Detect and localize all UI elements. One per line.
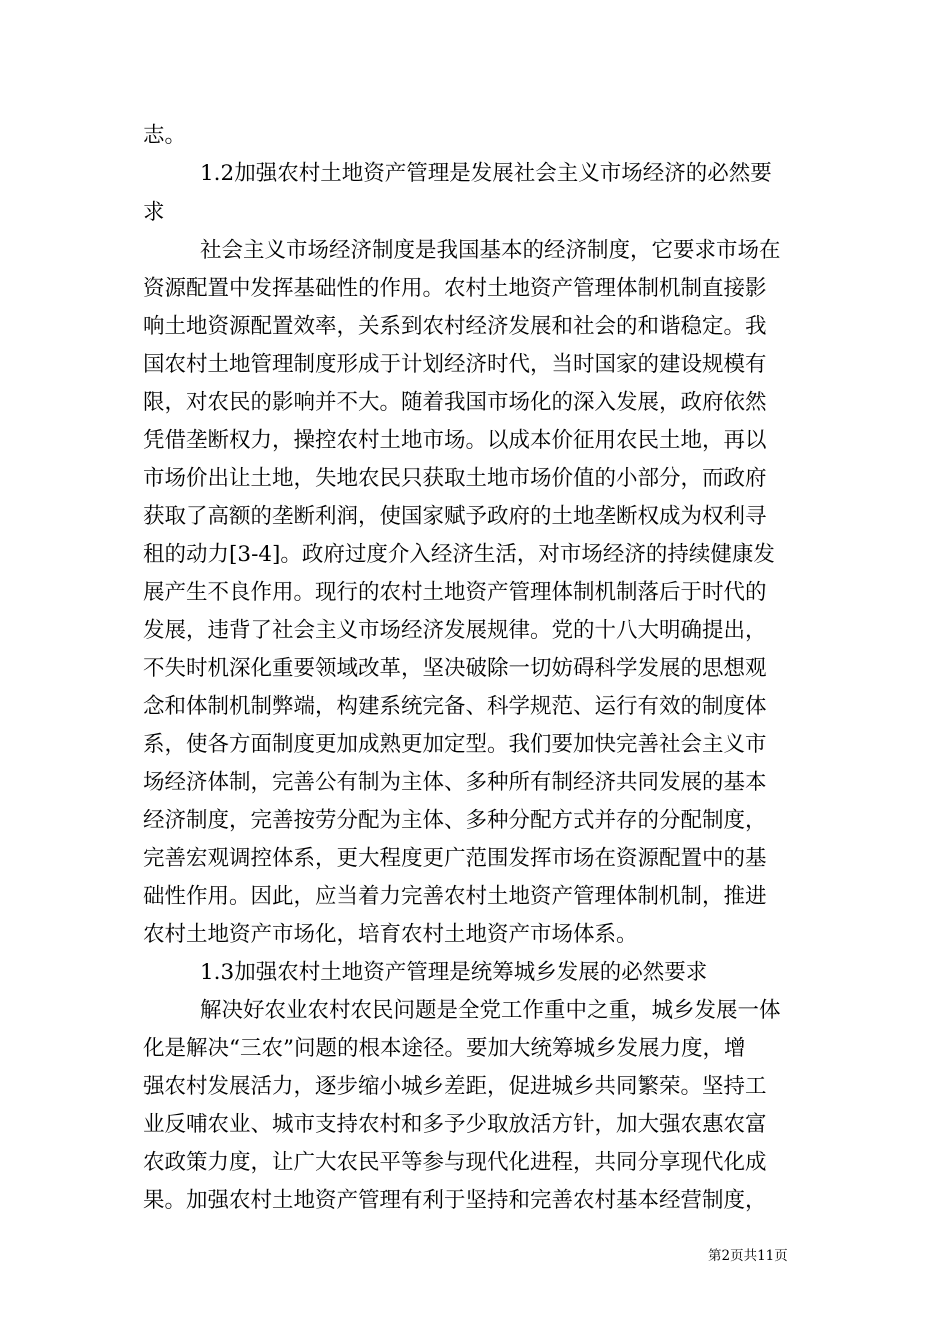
text-line: 市场价出让土地，失地农民只获取土地市场价值的小部分，而政府 <box>143 466 767 491</box>
text-line: 获取了高额的垄断利润，使国家赋予政府的土地垄断权成为权利寻 <box>143 504 767 529</box>
text-line: 强农村发展活力，逐步缩小城乡差距，促进城乡共同繁荣。坚持工 <box>143 1074 767 1099</box>
text-line: 发展，违背了社会主义市场经济发展规律。党的十八大明确提出， <box>143 618 767 643</box>
section-heading-1-2-cont: 求 <box>143 200 165 225</box>
text-line: 完善宏观调控体系，更大程度更广范围发挥市场在资源配置中的基 <box>143 846 767 871</box>
text-line: 场经济体制，完善公有制为主体、多种所有制经济共同发展的基本 <box>143 770 767 795</box>
text-line: 果。加强农村土地资产管理有利于坚持和完善农村基本经营制度， <box>143 1188 767 1213</box>
text-line: 国农村土地管理制度形成于计划经济时代，当时国家的建设规模有 <box>143 352 767 377</box>
text-line: 化是解决“三农”问题的根本途径。要加大统筹城乡发展力度，增 <box>143 1036 746 1061</box>
text-line: 社会主义市场经济制度是我国基本的经济制度，它要求市场在 <box>200 238 781 263</box>
text-line: 租的动力[3-4]。政府过度介入经济生活，对市场经济的持续健康发 <box>143 542 775 567</box>
text-line: 农村土地资产市场化，培育农村土地资产市场体系。 <box>143 922 638 947</box>
text-line: 资源配置中发挥基础性的作用。农村土地资产管理体制机制直接影 <box>143 276 767 301</box>
section-heading-1-3: 1.3加强农村土地资产管理是统筹城乡发展的必然要求 <box>200 960 708 985</box>
text-line: 解决好农业农村农民问题是全党工作重中之重，城乡发展一体 <box>200 998 781 1023</box>
text-line: 农政策力度，让广大农民平等参与现代化进程，共同分享现代化成 <box>143 1150 767 1175</box>
text-line: 系，使各方面制度更加成熟更加定型。我们要加快完善社会主义市 <box>143 732 767 757</box>
text-line: 凭借垄断权力，操控农村土地市场。以成本价征用农民土地，再以 <box>143 428 767 453</box>
text-line: 展产生不良作用。现行的农村土地资产管理体制机制落后于时代的 <box>143 580 767 605</box>
page-number-footer: 第2页共11页 <box>708 1248 788 1264</box>
text-line: 础性作用。因此，应当着力完善农村土地资产管理体制机制，推进 <box>143 884 767 909</box>
text-line: 业反哺农业、城市支持农村和多予少取放活方针，加大强农惠农富 <box>143 1112 767 1137</box>
text-line: 志。 <box>143 123 187 148</box>
text-line: 响土地资源配置效率，关系到农村经济发展和社会的和谐稳定。我 <box>143 314 767 339</box>
text-line: 念和体制机制弊端，构建系统完备、科学规范、运行有效的制度体 <box>143 694 767 719</box>
section-heading-1-2: 1.2加强农村土地资产管理是发展社会主义市场经济的必然要 <box>200 161 772 186</box>
text-line: 不失时机深化重要领域改革，坚决破除一切妨碍科学发展的思想观 <box>143 656 767 681</box>
text-line: 经济制度，完善按劳分配为主体、多种分配方式并存的分配制度， <box>143 808 767 833</box>
text-line: 限，对农民的影响并不大。随着我国市场化的深入发展，政府依然 <box>143 390 767 415</box>
